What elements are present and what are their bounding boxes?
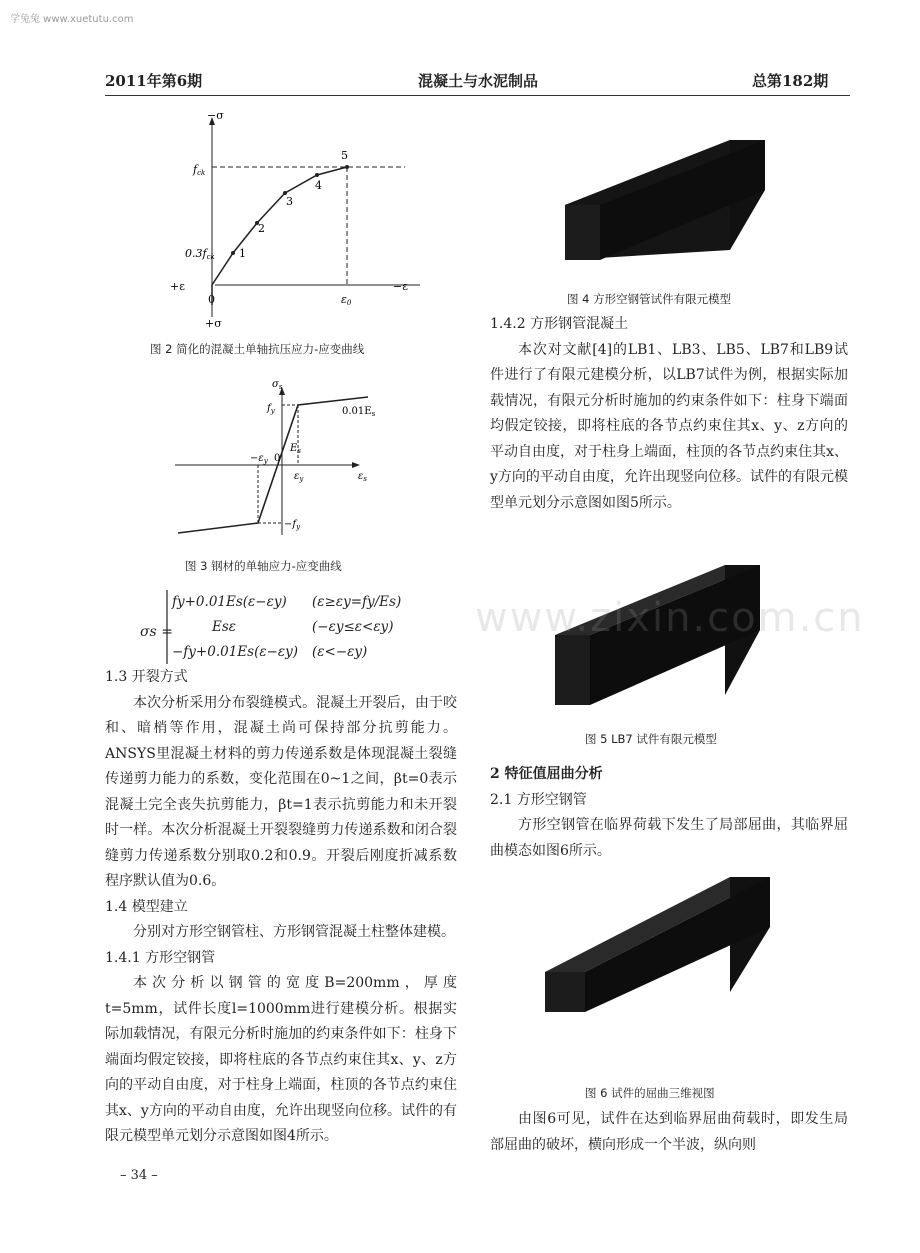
- right-column-top: [490, 312, 848, 516]
- header-journal: 混凝土与水泥制品: [418, 72, 539, 90]
- fig6-caption: 图 6 试件的屈曲三维视图: [585, 1086, 715, 1100]
- fig2-point-5: [345, 165, 349, 169]
- fig3-steel-stress-strain-chart: [170, 375, 380, 545]
- section-1-3-paragraph: 本次分析采用分布裂缝模式。混凝土开裂后，由于咬和、暗梢等作用，混凝土尚可保持部分抗剪能力。ANSYS里混凝土材料的剪力传递系数是体现混凝土裂缝传递剪力能力的系数，变化范围在0~1之间，βt=0表示混凝土完全丧失抗剪能力，βt=1表示抗剪能力和未开裂时一样。本次分析混凝土开裂裂缝剪力传递系数和闭合裂缝剪力传递系数分别取0.2和0.9。开裂后刚度折减系数程序默认值为0.6。: [105, 694, 457, 889]
- fig3-label-origin: 0: [274, 453, 281, 464]
- header-rule: [105, 95, 850, 96]
- section-2-1-paragraph: 方形空钢管在临界荷载下发生了局部屈曲，其临界屈曲模态如图6所示。: [490, 817, 848, 859]
- section-1-4-2-paragraph: 本次对文献[4]的LB1、LB3、LB5、LB7和LB9试件进行了有限元建模分析，以LB7试件为例，根据实际加载情况，有限元分析时施加的约束条件如下：柱身下端面均假定铰接，即将柱底的各节点约束住其x、y、z方向的平动自由度，对于柱身上端面，柱顶的各节点约束住其x、y方向的平动自由度，允许出现竖向位移。试件的有限元模型单元划分示意图如图5所示。: [490, 341, 848, 511]
- header-issue: 2011年第6期: [105, 72, 203, 90]
- right-column-mid: [490, 762, 848, 864]
- fig2-label-bottom: +σ: [205, 317, 222, 330]
- right-column-bottom: [490, 1107, 848, 1158]
- final-paragraph: 由图6可见，试件在达到临界屈曲荷载时，即发生局部屈曲的破坏，横向形成一个半波，纵向则: [490, 1111, 848, 1153]
- fig4-caption: 图 4 方形空钢管试件有限元模型: [567, 292, 732, 306]
- equation-row: Esε (−εy≤ε<εy): [212, 619, 394, 635]
- center-watermark: www.zixin.com.cn: [475, 595, 865, 641]
- fig3-label-sigma: $\sigma_s$: [272, 379, 283, 391]
- header-total-issue: 总第182期: [752, 72, 829, 90]
- fig5-caption: 图 5 LB7 试件有限元模型: [585, 732, 717, 746]
- fig2-label-origin: 0: [208, 293, 215, 306]
- fig2-point-label-4: 4: [315, 179, 322, 192]
- equation-rows: [172, 590, 401, 665]
- fig2-label-03fck: 0.3fck: [185, 247, 215, 261]
- section-1-4-2-heading: 1.4.2 方形钢管混凝土: [490, 316, 629, 332]
- fig2-points: [231, 165, 349, 255]
- fig2-point-label-3: 3: [286, 195, 293, 208]
- section-1-4-1-paragraph: 本次分析以钢管的宽度B=200mm，厚度t=5mm，试件长度l=1000mm进行建模分析。根据实际加载情况，有限元分析时施加的约束条件如下：柱身下端面均假定铰接，即将柱底的各节点约束住其x、y、z方向的平动自由度，对于柱身上端面，柱顶的各节点约束住其x、y方向的平动自由度，允许出现竖向位移。试件的有限元模型单元划分示意图如图4所示。: [105, 975, 457, 1144]
- page-number: – 34 –: [120, 1168, 158, 1183]
- equation-row: fy+0.01Es(ε−εy) (ε≥εy=fy/Es): [172, 594, 402, 610]
- equation-brace: [163, 588, 171, 666]
- fig3-label-neg-fy: $-f_y$: [284, 519, 301, 531]
- fig3-caption: 图 3 钢材的单轴应力-应变曲线: [185, 559, 342, 573]
- fig2-label-top: −σ: [207, 109, 224, 122]
- section-1-4-paragraph: 分别对方形空钢管柱、方形钢管混凝土柱整体建模。: [133, 924, 455, 940]
- fig3-label-eps-y: $\varepsilon_y$: [294, 471, 304, 483]
- fig4-fem-model: [560, 110, 810, 270]
- fig3-label-Es: $E_s$: [290, 443, 301, 455]
- fig2-curve: [212, 167, 347, 305]
- fig2-label-fck: fck: [193, 163, 206, 177]
- fig3-label-neg-eps: $-\varepsilon_y$: [250, 453, 268, 465]
- fig2-label-right-eps: −ε: [393, 280, 408, 293]
- section-2-heading: 2 特征值屈曲分析: [490, 766, 603, 782]
- fig2-caption: 图 2 简化的混凝土单轴抗压应力-应变曲线: [150, 342, 365, 356]
- fig3-label-slope: $0.01E_s$: [342, 406, 376, 418]
- site-watermark: 学兔兔 www.xuetutu.com: [10, 14, 134, 25]
- fig2-point-label-1: 1: [239, 247, 246, 260]
- equation-lhs: σs =: [140, 624, 173, 640]
- section-1-4-heading: 1.4 模型建立: [105, 898, 188, 915]
- fig3-label-eps-s: $\varepsilon_s$: [358, 471, 367, 483]
- fig6-buckling-view: [540, 872, 790, 1017]
- equation-row: −fy+0.01Es(ε−εy) (ε<−εy): [172, 644, 368, 660]
- fig2-label-left-eps: +ε: [170, 280, 185, 293]
- fig2-label-eps0: ε0: [341, 293, 352, 307]
- section-2-1-heading: 2.1 方形空钢管: [490, 791, 587, 808]
- fig2-point-label-2: 2: [258, 222, 265, 235]
- fig3-label-fy: $f_y$: [267, 403, 275, 415]
- section-1-4-1-heading: 1.4.1 方形空钢管: [105, 949, 216, 966]
- fig2-stress-strain-chart: [165, 105, 425, 330]
- section-1-3-heading: 1.3 开裂方式: [105, 669, 188, 685]
- fig2-point-1: [231, 251, 235, 255]
- left-column: [105, 665, 457, 1150]
- fig2-point-label-5: 5: [341, 149, 348, 162]
- fig2-point-4: [315, 173, 319, 177]
